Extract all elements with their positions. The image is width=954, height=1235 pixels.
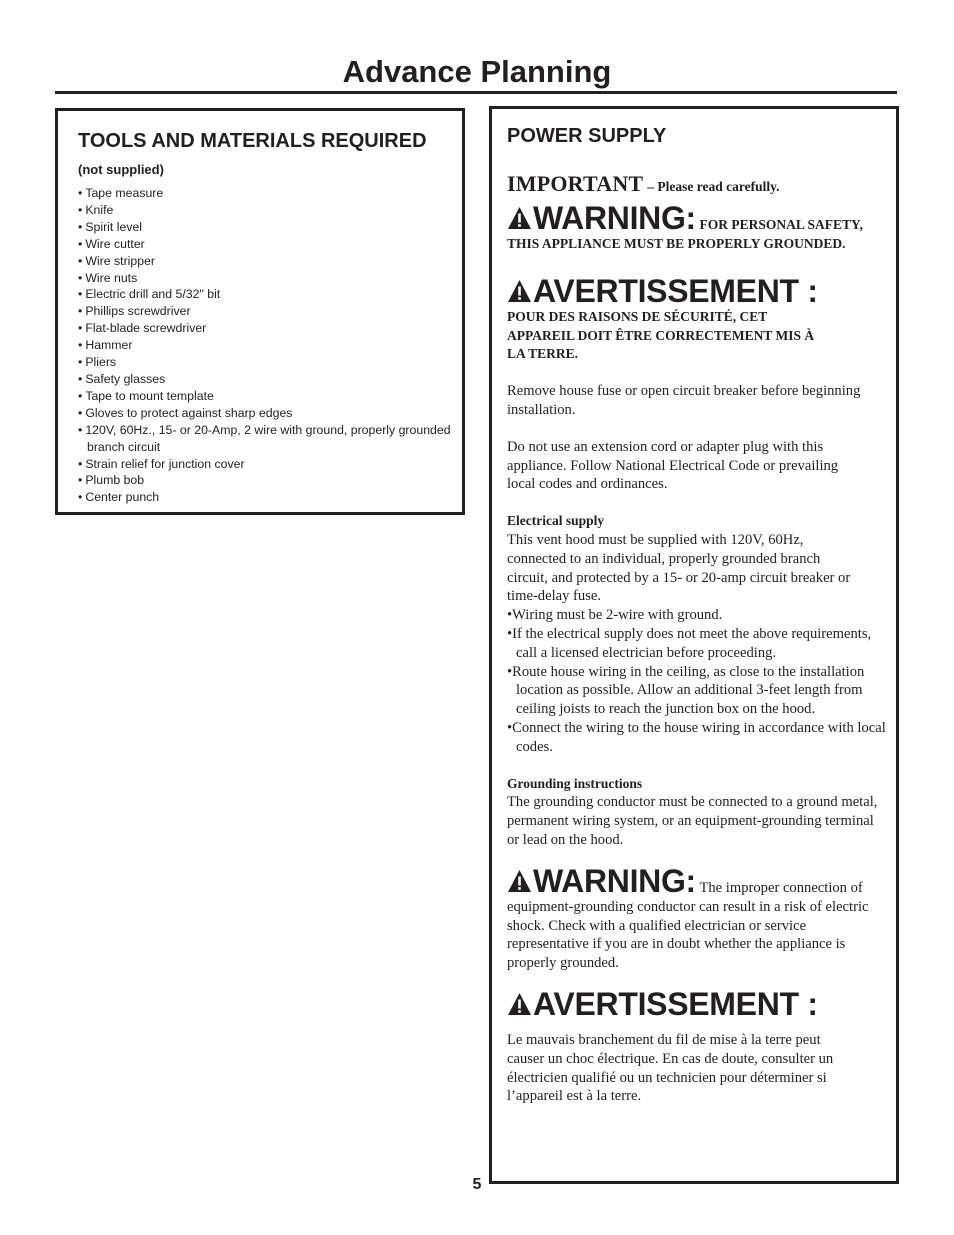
warning-triangle-icon: [507, 992, 532, 1016]
warning-triangle-icon: [507, 869, 532, 893]
tools-list-item: • Tape measure: [78, 186, 164, 200]
fuse-paragraph: Remove house fuse or open circuit breaker before beginning installation.: [507, 383, 861, 418]
tools-list-item: • Flat-blade screwdriver: [78, 321, 207, 336]
tools-list: [78, 185, 452, 506]
warning-triangle-icon: [507, 279, 532, 303]
power-supply-box: [489, 106, 899, 1184]
tools-list-item: • Center punch: [78, 490, 160, 505]
tools-list-item: • Gloves to protect against sharp edges: [78, 405, 293, 420]
electrical-supply-list: [507, 606, 888, 756]
grounding-text: The grounding conductor must be connected to a ground metal, permanent wiring system, or an equipment-grounding terminal or lead on the hood.: [507, 794, 878, 848]
tools-materials-box: [55, 108, 465, 515]
important-word: IMPORTANT: [507, 171, 644, 196]
tools-list-item: • 120V, 60Hz., 15- or 20-Amp, 2 wire with ground, properly grounded branch circuit: [78, 422, 451, 454]
tools-list-item: • Electric drill and 5/32" bit: [78, 287, 221, 302]
page-number: 5: [472, 1176, 482, 1193]
tools-list-item: • Tape to mount template: [78, 388, 214, 403]
tools-list-item: • Plumb bob: [78, 473, 145, 488]
grounding-section: [507, 775, 888, 850]
tools-list-item: • Pliers: [78, 355, 117, 370]
electrical-list-item: •Connect the wiring to the house wiring in accordance with local codes.: [507, 719, 886, 755]
avertissement-1-title: AVERTISSEMENT :: [533, 272, 818, 309]
grounding-heading: Grounding instructions: [507, 775, 643, 791]
avertissement-block-1: [507, 274, 888, 364]
important-notice: [507, 173, 888, 198]
electrical-list-item: •Route house wiring in the ceiling, as close to the installation location as possible. Allow an additional 3-feet length from ceiling joists to reach the junction box on the hood.: [507, 663, 865, 718]
tools-list-item: • Wire stripper: [78, 253, 156, 268]
electrical-supply-section: [507, 512, 888, 756]
title-rule: [55, 91, 897, 94]
avertissement-block-2: [507, 987, 888, 1106]
warning-1-title: WARNING:: [533, 200, 696, 236]
important-rest: – Please read carefully.: [647, 179, 780, 194]
tools-heading: TOOLS AND MATERIALS REQUIRED: [78, 130, 427, 152]
electrical-list-item: •If the electrical supply does not meet the above requirements, call a licensed electrician before proceeding.: [507, 625, 872, 661]
tools-subheading: (not supplied): [78, 162, 164, 177]
tools-list-item: • Safety glasses: [78, 371, 166, 386]
page-title: Advance Planning: [342, 54, 612, 89]
tools-list-item: • Knife: [78, 202, 114, 217]
warning-2-text: The improper connection of equipment-grounding conductor can result in a risk of electric shock. Check with a qualified electrician or service representative if you are in doubt whether the appliance is properly grounded.: [507, 879, 869, 972]
power-heading: POWER SUPPLY: [507, 125, 667, 147]
warning-block-2: [507, 864, 888, 973]
warning-1-text: FOR PERSONAL SAFETY, THIS APPLIANCE MUST BE PROPERLY GROUNDED.: [507, 217, 863, 251]
electrical-supply-heading: Electrical supply: [507, 513, 605, 529]
tools-list-item: • Wire cutter: [78, 236, 145, 251]
avertissement-1-text: POUR DES RAISONS DE SÉCURITÉ, CET APPAREIL DOIT ÊTRE CORRECTEMENT MIS À LA TERRE.: [507, 308, 815, 362]
electrical-supply-text: This vent hood must be supplied with 120V, 60Hz, connected to an individual, properly grounded branch circuit, and protected by a 15- or 20-amp circuit breaker or time-delay fuse.: [507, 531, 851, 605]
tools-list-item: • Spirit level: [78, 219, 143, 234]
warning-triangle-icon: [507, 206, 532, 230]
extension-cord-paragraph: Do not use an extension cord or adapter plug with this appliance. Follow National Electrical Code or prevailing local codes and ordinances.: [507, 438, 839, 493]
electrical-list-item: •Wiring must be 2-wire with ground.: [507, 607, 723, 624]
warning-2-title: WARNING:: [533, 862, 696, 899]
avertissement-2-text: Le mauvais branchement du fil de mise à la terre peut causer un choc électrique. En cas de doute, consulter un électricien qualifié ou un technicien pour déterminer si l’appareil est à la terre.: [507, 1031, 834, 1105]
tools-list-item: • Strain relief for junction cover: [78, 456, 245, 471]
warning-block-1: [507, 201, 888, 254]
tools-list-item: • Wire nuts: [78, 270, 138, 285]
tools-list-item: • Phillips screwdriver: [78, 304, 191, 319]
avertissement-2-title: AVERTISSEMENT :: [533, 985, 818, 1022]
tools-list-item: • Hammer: [78, 338, 133, 353]
